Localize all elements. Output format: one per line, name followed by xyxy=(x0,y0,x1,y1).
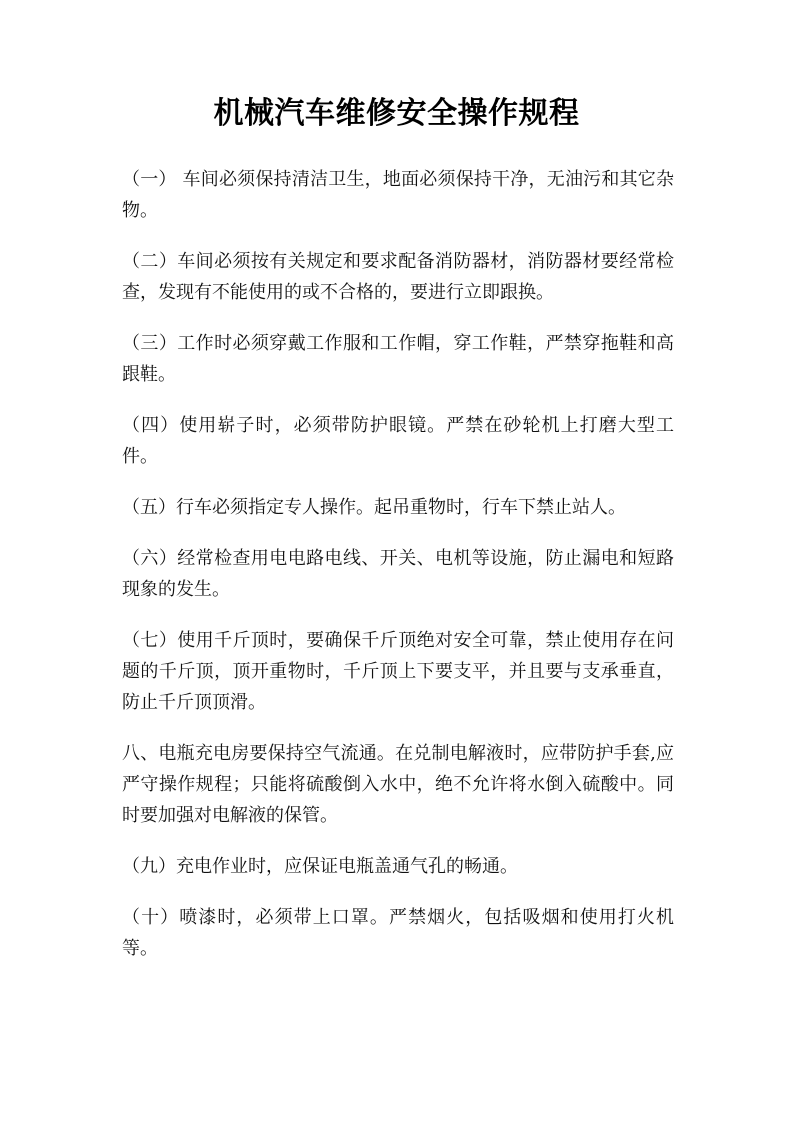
document-body xyxy=(122,164,674,984)
rule-paragraph-10: （十）喷漆时，必须带上口罩。严禁烟火，包括吸烟和使用打火机等。 xyxy=(122,907,674,959)
rule-paragraph-7: （七）使用千斤顶时，要确保千斤顶绝对安全可靠，禁止使用存在问题的千斤顶，顶开重物时，千斤顶上下要支平，并且要与支承垂直，防止千斤顶顶滑。 xyxy=(122,630,674,713)
document-title: 机械汽车维修安全操作规程 xyxy=(213,96,580,131)
rule-paragraph-5: （五）行车必须指定专人操作。起吊重物时，行车下禁止站人。 xyxy=(122,497,626,518)
rule-paragraph-2: （二）车间必须按有关规定和要求配备消防器材，消防器材要经常检查，发现有不能使用的或不合格的，要进行立即跟换。 xyxy=(122,251,674,303)
rule-paragraph-3: （三）工作时必须穿戴工作服和工作帽，穿工作鞋，严禁穿拖鞋和高跟鞋。 xyxy=(122,333,674,385)
rule-paragraph-6: （六）经常检查用电电路电线、开关、电机等设施，防止漏电和短路现象的发生。 xyxy=(122,548,674,600)
rule-paragraph-9: （九）充电作业时，应保证电瓶盖通气孔的畅通。 xyxy=(122,856,518,877)
rule-paragraph-8: 八、电瓶充电房要保持空气流通。在兑制电解液时，应带防护手套,应严守操作规程；只能将硫酸倒入水中，绝不允许将水倒入硫酸中。同时要加强对电解液的保管。 xyxy=(122,743,674,826)
rule-paragraph-4: （四）使用崭子时，必须带防护眼镜。严禁在砂轮机上打磨大型工件。 xyxy=(122,415,674,467)
rule-paragraph-1: （一） 车间必须保持清洁卫生，地面必须保持干净，无油污和其它杂物。 xyxy=(122,169,674,221)
